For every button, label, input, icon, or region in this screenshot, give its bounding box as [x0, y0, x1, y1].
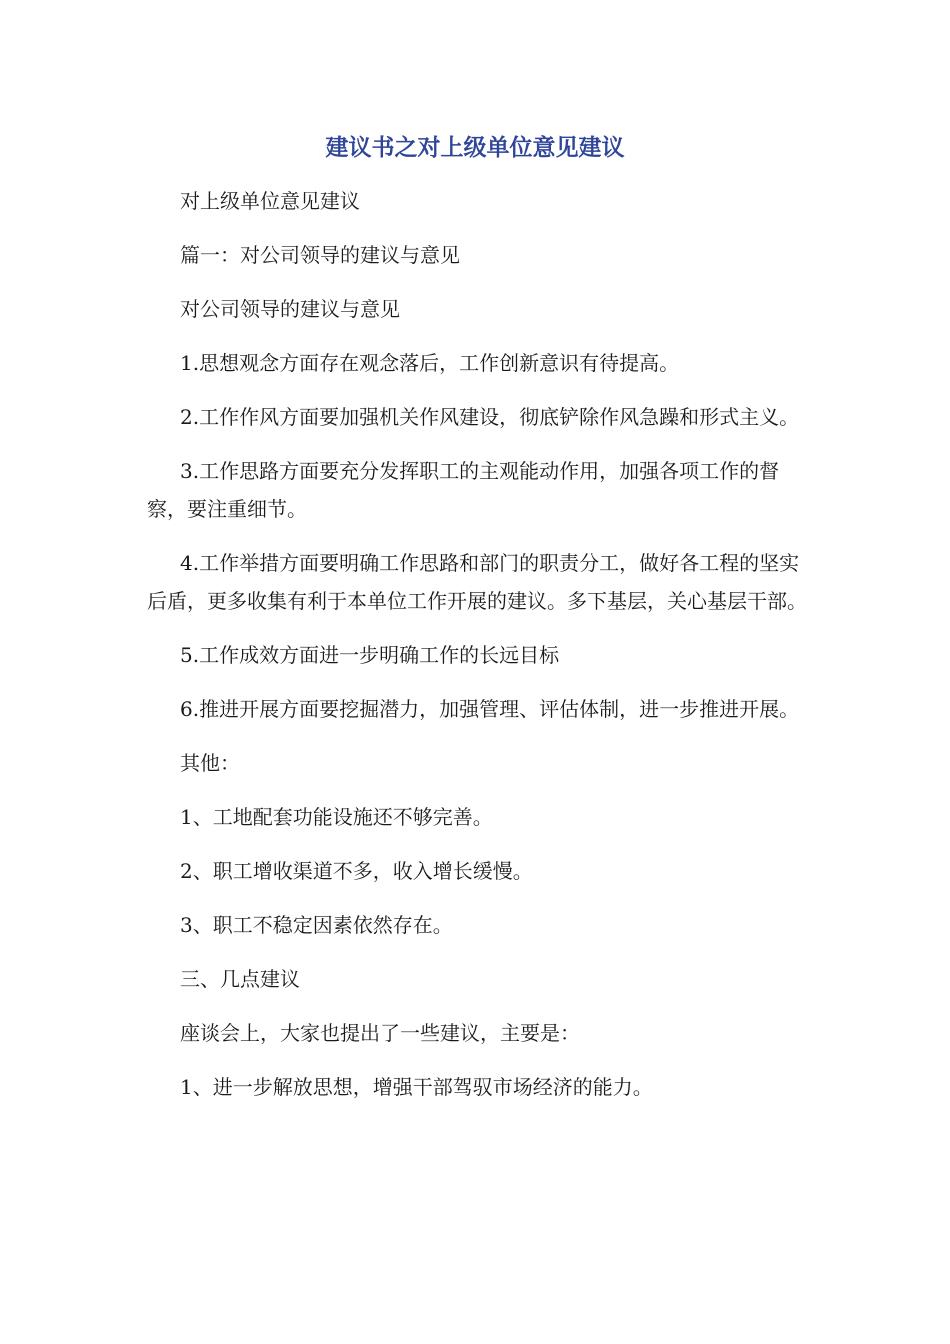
- paragraph: 3、职工不稳定因素依然存在。: [180, 913, 453, 937]
- paragraph: 篇一：对公司领导的建议与意见: [180, 243, 460, 267]
- paragraph: 1、进一步解放思想，增强干部驾驭市场经济的能力。: [180, 1075, 653, 1099]
- paragraph: 1、工地配套功能设施还不够完善。: [180, 805, 493, 829]
- paragraph: 对公司领导的建议与意见: [180, 297, 400, 321]
- paragraph: 3.工作思路方面要充分发挥职工的主观能动作用，加强各项工作的督察，要注重细节。: [147, 459, 780, 521]
- paragraph: 1.思想观念方面存在观念落后，工作创新意识有待提高。: [180, 351, 680, 375]
- paragraph: 座谈会上，大家也提出了一些建议，主要是：: [180, 1021, 580, 1045]
- document-body: [147, 182, 807, 1122]
- paragraph: 三、几点建议: [180, 967, 300, 991]
- paragraph: 2.工作作风方面要加强机关作风建设，彻底铲除作风急躁和形式主义。: [180, 405, 800, 429]
- paragraph: 4.工作举措方面要明确工作思路和部门的职责分工，做好各工程的坚实后盾，更多收集有利于本单位工作开展的建议。多下基层，关心基层干部。: [147, 551, 807, 613]
- paragraph: 5.工作成效方面进一步明确工作的长远目标: [180, 643, 560, 667]
- paragraph: 2、职工增收渠道不多，收入增长缓慢。: [180, 859, 533, 883]
- paragraph: 6.推进开展方面要挖掘潜力，加强管理、评估体制，进一步推进开展。: [180, 697, 800, 721]
- document-title: 建议书之对上级单位意见建议: [325, 135, 625, 161]
- paragraph: 对上级单位意见建议: [180, 189, 360, 213]
- paragraph: 其他：: [180, 751, 240, 775]
